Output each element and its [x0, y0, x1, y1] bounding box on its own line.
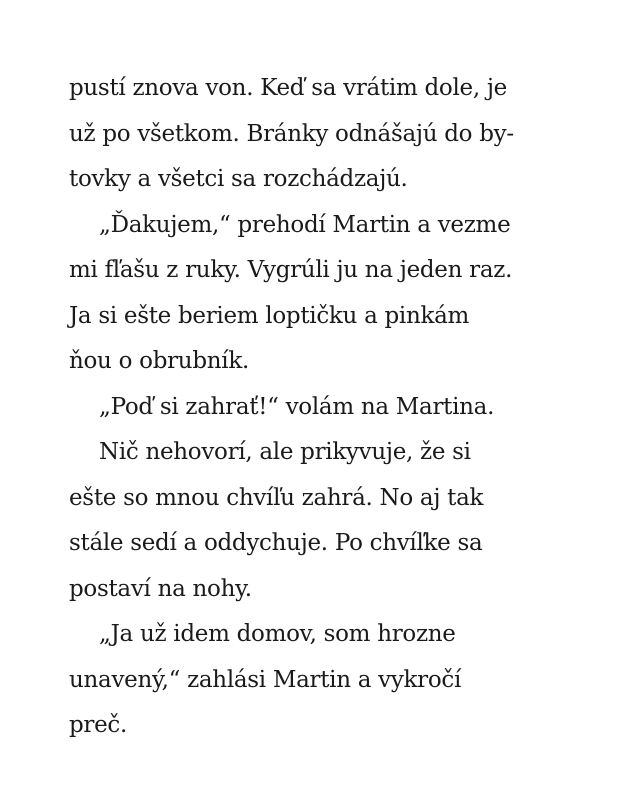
text-line: tovky a všetci sa rozchádzajú. — [69, 166, 408, 192]
text-line: „Ďakujem,“ prehodí Martin a vezme — [99, 211, 511, 238]
text-line: unavený,“ zahlási Martin a vykročí — [69, 666, 462, 693]
text-line: pustí znova von. Keď sa vrátim dole, je — [69, 75, 507, 101]
text-line: mi fľašu z ruky. Vygrúli ju na jeden raz. — [69, 257, 513, 283]
text-line: ešte so mnou chvíľu zahrá. No aj tak — [69, 484, 484, 511]
text-line: stále sedí a oddychuje. Po chvíľke sa — [69, 530, 483, 556]
text-line: „Poď si zahrať!“ volám na Martina. — [99, 393, 495, 420]
text-line: Ja si ešte beriem loptičku a pinkám — [69, 302, 470, 329]
text-line: Nič nehovorí, ale prikyvuje, že si — [99, 439, 471, 465]
text-line: už po všetkom. Bránky odnášajú do by- — [69, 120, 514, 147]
text-line: preč. — [69, 712, 128, 738]
text-line: ňou o obrubník. — [69, 348, 249, 374]
body-text — [69, 66, 609, 749]
text-line: „Ja už idem domov, som hrozne — [99, 621, 456, 647]
text-line: postaví na nohy. — [69, 575, 252, 602]
